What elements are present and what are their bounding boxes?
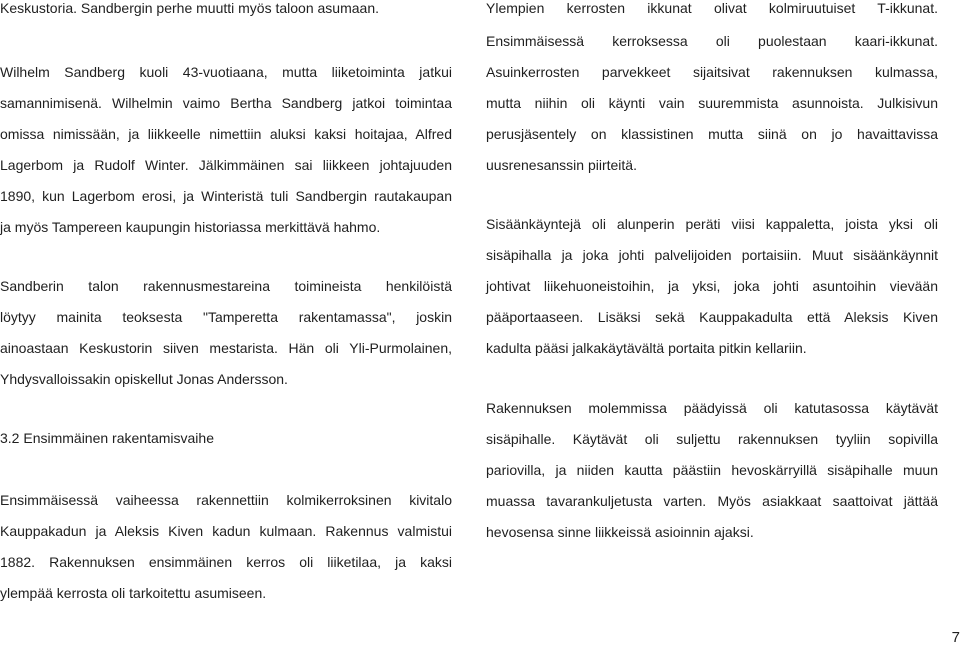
text-line: Wilhelm Sandberg kuoli 43-vuotiaana, mutta liiketoiminta jatkui (0, 64, 452, 80)
text-line: Rakennuksen molemmissa päädyissä oli katutasossa käytävät (486, 400, 938, 416)
text-line: Sisäänkäyntejä oli alunperin peräti viisi kappaletta, joista yksi oli (486, 216, 938, 232)
text-line: uusrenesanssin piirteitä. (486, 157, 637, 173)
text-line: Sandberin talon rakennusmestareina toimineista henkilöistä (0, 278, 452, 294)
text-line: ylempää kerrosta oli tarkoitettu asumiseen. (0, 585, 267, 601)
text-line: kadulta pääsi jalkakäytävältä portaita pitkin kellariin. (486, 340, 807, 356)
text-line: pariovilla, ja niiden kautta päästiin hevoskärryillä sisäpihalle muun (486, 462, 938, 478)
text-line: omissa nimissään, ja liikkeelle nimettiin aluksi kaksi hoitajaa, Alfred (0, 126, 452, 142)
text-line: löytyy mainita teoksesta "Tamperetta rakentamassa", joskin (0, 309, 452, 325)
text-line: Ylempien kerrosten ikkunat olivat kolmiruutuiset T-ikkunat. (486, 0, 938, 16)
text-line: hevosensa sinne liikkeissä asioinnin ajaksi. (486, 524, 754, 540)
text-line: Kauppakadun ja Aleksis Kiven kadun kulmaan. Rakennus valmistui (0, 523, 452, 539)
section-heading: 3.2 Ensimmäinen rakentamisvaihe (0, 430, 214, 446)
text-line: Asuinkerrosten parvekkeet sijaitsivat rakennuksen kulmassa, (486, 64, 938, 80)
text-line: Ensimmäisessä vaiheessa rakennettiin kolmikerroksinen kivitalo (0, 492, 452, 508)
text-line: perusjäsentely on klassistinen mutta siinä on jo havaittavissa (486, 126, 938, 142)
text-line: 1890, kun Lagerbom erosi, ja Winteristä tuli Sandbergin rautakaupan (0, 188, 452, 204)
text-line: samannimisenä. Wilhelmin vaimo Bertha Sandberg jatkoi toimintaa (0, 95, 452, 111)
text-line: ja myös Tampereen kaupungin historiassa merkittävä hahmo. (0, 219, 381, 235)
text-line: sisäpihalla ja joka johti palvelijoiden portaisiin. Muut sisäänkäynnit (486, 247, 938, 263)
text-line: johtivat liikehuoneistoihin, ja yksi, joka johti asuntoihin vievään (486, 278, 938, 294)
text-line: ainoastaan Keskustorin siiven mestarista. Hän oli Yli-Purmolainen, (0, 340, 452, 356)
page-number: 7 (951, 629, 960, 646)
text-line: Keskustoria. Sandbergin perhe muutti myös taloon asumaan. (0, 0, 379, 16)
text-line: Lagerbom ja Rudolf Winter. Jälkimmäinen sai liikkeen johtajuuden (0, 157, 452, 173)
text-line: pääportaaseen. Lisäksi sekä Kauppakadulta että Aleksis Kiven (486, 309, 938, 325)
text-line: 1882. Rakennuksen ensimmäinen kerros oli liiketilaa, ja kaksi (0, 554, 452, 570)
text-line: Yhdysvalloissakin opiskellut Jonas Andersson. (0, 371, 288, 387)
text-line: mutta niihin oli käynti vain suuremmista asunnoista. Julkisivun (486, 95, 938, 111)
text-line: muassa tavarankuljetusta varten. Myös asiakkaat saattoivat jättää (486, 493, 938, 509)
text-line: sisäpihalle. Käytävät oli suljettu rakennuksen tyyliin sopivilla (486, 431, 938, 447)
text-line: Ensimmäisessä kerroksessa oli puolestaan kaari-ikkunat. (486, 33, 938, 49)
